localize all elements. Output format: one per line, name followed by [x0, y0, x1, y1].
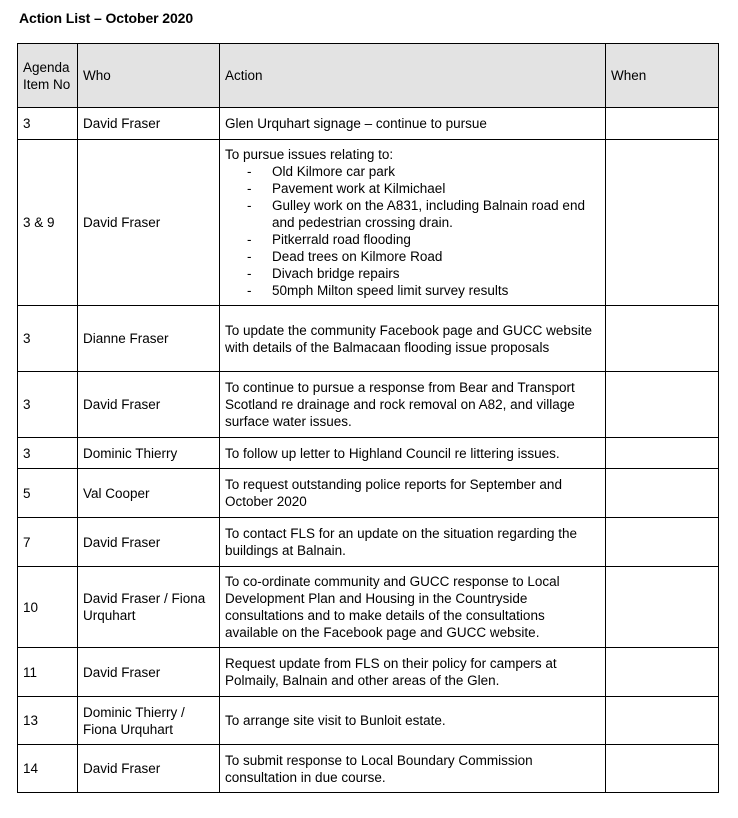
who-cell: David Fraser / Fiona Urquhart	[78, 567, 220, 648]
action-cell: To co-ordinate community and GUCC response to Local Development Plan and Housing in the Countryside consultations and to make details of the consultations available on the Facebook page and GUCC website.	[220, 567, 606, 648]
table-row	[18, 648, 719, 697]
when-cell	[606, 469, 719, 518]
when-cell	[606, 745, 719, 793]
list-item: - Dead trees on Kilmore Road	[225, 248, 600, 265]
when-cell	[606, 567, 719, 648]
who-cell: David Fraser	[78, 745, 220, 793]
agenda-cell: 11	[18, 648, 78, 697]
agenda-cell: 3	[18, 438, 78, 469]
action-cell: Request update from FLS on their policy for campers at Polmaily, Balnain and other areas of the Glen.	[220, 648, 606, 697]
action-cell: To request outstanding police reports for September and October 2020	[220, 469, 606, 518]
list-item: - Old Kilmore car park	[225, 163, 600, 180]
agenda-cell: 5	[18, 469, 78, 518]
who-cell: Val Cooper	[78, 469, 220, 518]
when-cell	[606, 306, 719, 372]
action-cell: To submit response to Local Boundary Commission consultation in due course.	[220, 745, 606, 793]
agenda-cell: 3	[18, 108, 78, 140]
who-cell: David Fraser	[78, 648, 220, 697]
agenda-cell: 3 & 9	[18, 140, 78, 306]
table-row	[18, 697, 719, 745]
action-intro: To pursue issues relating to:	[225, 147, 394, 162]
page-title: Action List – October 2020	[19, 10, 194, 26]
when-cell	[606, 372, 719, 438]
action-cell: To continue to pursue a response from Bear and Transport Scotland re drainage and rock removal on A82, and village surface water issues.	[220, 372, 606, 438]
action-cell: To arrange site visit to Bunloit estate.	[220, 697, 606, 745]
list-item: - Divach bridge repairs	[225, 265, 600, 282]
who-cell: Dominic Thierry / Fiona Urquhart	[78, 697, 220, 745]
table-row	[18, 306, 719, 372]
who-cell: David Fraser	[78, 108, 220, 140]
agenda-cell: 13	[18, 697, 78, 745]
agenda-cell: 3	[18, 306, 78, 372]
table-row	[18, 469, 719, 518]
table-row	[18, 567, 719, 648]
agenda-cell: 7	[18, 518, 78, 567]
agenda-cell: 3	[18, 372, 78, 438]
who-cell: David Fraser	[78, 372, 220, 438]
who-cell: Dianne Fraser	[78, 306, 220, 372]
table-row	[18, 108, 719, 140]
header-when: When	[606, 44, 719, 108]
action-cell: To follow up letter to Highland Council re littering issues.	[220, 438, 606, 469]
list-item: - Pavement work at Kilmichael	[225, 180, 600, 197]
table-row	[18, 438, 719, 469]
action-table	[17, 43, 719, 793]
header-row	[18, 44, 719, 108]
table-row	[18, 745, 719, 793]
list-item: - 50mph Milton speed limit survey results	[225, 282, 600, 299]
when-cell	[606, 108, 719, 140]
who-cell: David Fraser	[78, 140, 220, 306]
list-item: - Gulley work on the A831, including Balnain road end and pedestrian crossing drain.	[225, 197, 600, 231]
issue-list	[225, 163, 600, 299]
action-cell: To update the community Facebook page and GUCC website with details of the Balmacaan flooding issue proposals	[220, 306, 606, 372]
header-action: Action	[220, 44, 606, 108]
who-cell: Dominic Thierry	[78, 438, 220, 469]
header-who: Who	[78, 44, 220, 108]
header-agenda-item-no: Agenda Item No	[18, 44, 78, 108]
when-cell	[606, 648, 719, 697]
action-cell	[220, 140, 606, 306]
when-cell	[606, 518, 719, 567]
action-cell: Glen Urquhart signage – continue to pursue	[220, 108, 606, 140]
agenda-cell: 14	[18, 745, 78, 793]
who-cell: David Fraser	[78, 518, 220, 567]
table-row	[18, 518, 719, 567]
when-cell	[606, 697, 719, 745]
list-item: - Pitkerrald road flooding	[225, 231, 600, 248]
agenda-cell: 10	[18, 567, 78, 648]
when-cell	[606, 438, 719, 469]
table-row	[18, 372, 719, 438]
when-cell	[606, 140, 719, 306]
table-row	[18, 140, 719, 306]
action-cell: To contact FLS for an update on the situation regarding the buildings at Balnain.	[220, 518, 606, 567]
